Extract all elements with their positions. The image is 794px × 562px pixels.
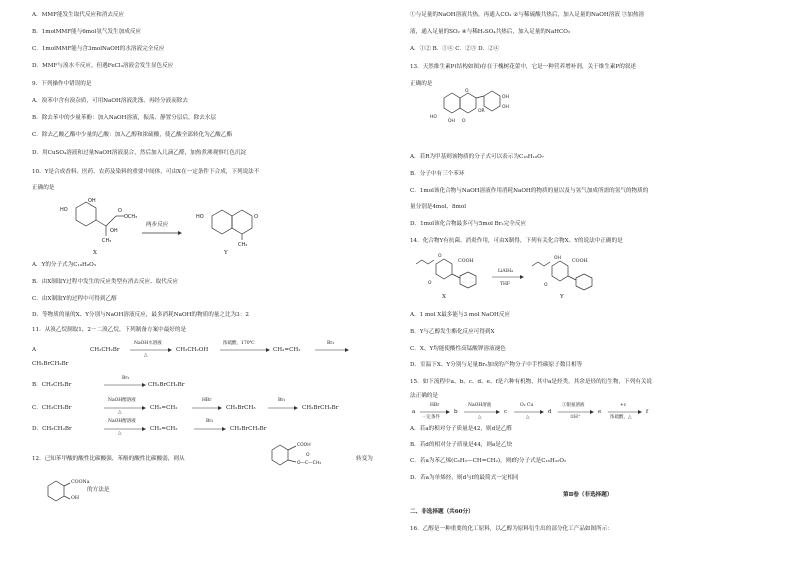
svg-text:HO: HO [196, 214, 204, 220]
q11-d-cond1: NaOH醇溶液 [108, 419, 136, 424]
svg-text:COOH: COOH [297, 443, 311, 448]
svg-text:OH: OH [502, 105, 509, 110]
q11-d-reactant: D．CH₃CH₂Br [32, 426, 72, 432]
svg-text:HO: HO [60, 207, 68, 213]
q15-flow-d: d [548, 409, 552, 415]
svg-text:O: O [462, 119, 466, 124]
q13-stem-cont: 正确的是 [410, 81, 433, 87]
q11-a-mid1: CH₃CH₂OH [176, 347, 209, 353]
q11-a-cond1: NaOH水溶液 [134, 341, 162, 346]
svg-text:OH: OH [554, 256, 561, 261]
svg-text:OCH₃: OCH₃ [124, 214, 138, 220]
svg-text:OR: OR [478, 109, 485, 114]
q14-reaction-arrow [492, 274, 524, 280]
q12-oh: OH [71, 496, 80, 501]
q15-flow-cond1b: 一定条件 [422, 415, 440, 420]
q11-a-arrow2 [220, 347, 270, 353]
q15-flow-cond3: O₂ Cu [520, 403, 534, 408]
q11-d-arrow1 [104, 426, 146, 432]
svg-text:CH₃: CH₃ [238, 242, 248, 248]
q15-flow-arrow2 [464, 409, 500, 415]
q15-stem-cont: 法正确的是 [410, 393, 438, 399]
q9-option-a: A．溴苯中含有溴杂质，可用NaOH溶液洗涤，再经分液而除去 [32, 98, 188, 104]
left-column [30, 0, 415, 562]
q15-flow-a: a [412, 409, 416, 415]
q10-structure-x [58, 198, 148, 246]
q11-b-reactant: B．CH₃CH₂Br [32, 382, 72, 388]
q11-c-cond1: NaOH醇溶液 [108, 398, 136, 403]
q9-stem: 9．下列操作中错误的是 [32, 81, 92, 87]
q12-stem-cont: 转变为 [356, 456, 373, 462]
q14-y-cooh: COOH [572, 259, 588, 264]
q12-structure-start [266, 440, 358, 470]
q11-c-cond3: Br₂ [278, 398, 286, 403]
q8-option-a: A．MMF能发生取代反应和消去反应 [32, 12, 125, 18]
q12-methods-line2: 液，通入足量的SO₂ ④与稀H₂SO₄共热后，加入足量的NaHCO₃ [410, 29, 571, 35]
q15-flow-cond2b: △ [478, 415, 482, 420]
svg-text:OH: OH [88, 198, 96, 204]
q12-stem: 12．已知苯甲酸的酸性比碳酸强，苯酚的酸性比碳酸弱，则从 [32, 456, 185, 462]
q10-option-b: B．由X制取Y过程中发生的反应类型有消去反应、取代反应 [32, 279, 179, 285]
q13-stem: 13．天然维生素P(结构如图)存在于槐树花蕾中，它是一种营养增补剂，关于维生素P的叙述 [410, 64, 636, 70]
svg-text:O: O [438, 254, 442, 259]
q13-structure [430, 88, 530, 130]
svg-text:O: O [118, 208, 122, 214]
svg-text:OH: OH [448, 119, 455, 124]
q14-label-x: X [442, 294, 446, 300]
q11-a-label: A [32, 347, 37, 353]
q13-option-a: A．若R为甲基则该物质的分子式可以表示为C₁₆H₁₀O₇ [410, 154, 544, 160]
q15-option-d: D．若a为单烯烃，则d与f的最简式一定相同 [410, 475, 519, 481]
q11-c-arrow3 [268, 405, 298, 411]
q11-c-cond1b: △ [118, 410, 122, 415]
q8-option-b: B．1molMMF能与6mol氢气发生加成反应 [32, 29, 142, 35]
q10-arrow-label: 两步反应 [146, 222, 169, 228]
q14-label-y: Y [560, 294, 564, 300]
svg-text:O—C—CH₃: O—C—CH₃ [297, 461, 322, 466]
q11-a-cond1b: △ [144, 353, 148, 358]
q10-stem: 10．Y是合成香料、医药、农药及染料的重要中间体，可由X在一定条件下合成，下列说法不 [32, 169, 260, 175]
q15-flow-f: f [646, 409, 649, 415]
q11-d-cond2: Br₂ [206, 419, 214, 424]
q15-flow-cond5: +c [620, 403, 627, 408]
q14-reagent-top: LiAlH₄ [498, 269, 513, 274]
q16-stem: 16．乙醇是一种重要的化工原料，以乙醇为原料衍生出的部分化工产品如图所示： [410, 526, 613, 532]
q11-a-product: CH₂BrCH₂Br [32, 361, 69, 367]
q15-option-a: A．若a的相对分子质量是42，则d是乙醛 [410, 426, 512, 432]
q15-flow-cond1: HBr [430, 403, 440, 408]
q11-d-product: CH₂BrCH₂Br [230, 426, 267, 432]
part2-title: 第Ⅱ卷（非选择题） [563, 492, 613, 498]
q9-option-d: D．用CuSO₄溶液和过量NaOH溶液混合，然后加入几滴乙醛，加热煮沸观察红色沉淀 [32, 150, 247, 156]
q12-options: A．①② B．①④ C．②③ D．②④ [410, 46, 500, 52]
q13-option-c: C．1mol该化合物与NaOH溶液作用消耗NaOH的物质的量以及与氢气加成所需的氢气的物质的 [410, 188, 649, 194]
q13-option-d: D．1mol该化合物最多可与5mol Br₂完全反应 [410, 221, 527, 227]
q11-c-arrow2 [192, 405, 222, 411]
q14-structure-y [530, 252, 602, 292]
q11-b-arrow [104, 382, 146, 388]
right-column [408, 0, 793, 562]
q11-d-arrow2 [194, 426, 226, 432]
q8-option-c: C．1molMMF能与含3molNaOH的水溶液完全反应 [32, 46, 165, 52]
q15-flow-e: e [598, 409, 602, 415]
q11-c-product: CH₂BrCH₂Br [302, 405, 339, 411]
svg-text:O: O [544, 283, 548, 288]
q11-c-mid1: CH₂=CH₂ [150, 405, 178, 411]
q15-stem: 15．如下流程中a、b、c、d、e、f是六种有机物，其中a是烃类，其余是烃的衍生物，下列有关说 [410, 379, 653, 385]
q15-flow-cond4: ①银氨溶液 [562, 403, 585, 408]
q13-option-c-cont: 量分别是4mol、8mol [410, 204, 467, 210]
q11-b-product: CH₂BrCH₂Br [148, 382, 185, 388]
q10-stem-cont: 正确的是 [32, 185, 55, 191]
svg-text:OH: OH [110, 228, 118, 234]
q11-stem: 11．从溴乙烷制取1，2－二溴乙烷，下列制备方案中最好的是 [32, 327, 187, 333]
q15-flow-cond4b: ②H⁺ [570, 415, 581, 420]
q14-x-cooh: COOH [458, 259, 474, 264]
q11-d-mid: CH₂=CH₂ [150, 426, 178, 432]
q14-stem: 14．化合物Y有抗菌、消炎作用，可由X制得，下列有关化合物X、Y的说法中正确的是 [410, 238, 623, 244]
q11-a-arrow3 [315, 347, 349, 353]
q11-a-arrow1 [130, 347, 172, 353]
q12-coona: COONa [71, 480, 90, 485]
q12-methods-line1: ①与足量的NaOH溶液共热，再通入CO₂ ②与稀硫酸共热后，加入足量的NaOH溶液 ③加热溶 [410, 12, 645, 18]
svg-text:O: O [465, 89, 469, 94]
q11-b-cond: Br₂ [122, 376, 130, 381]
svg-text:CH₃: CH₃ [102, 238, 112, 244]
q11-a-cond2: 浓硫酸，170℃ [223, 341, 255, 346]
q11-a-reactant: CH₃CH₂Br [90, 347, 120, 353]
q10-option-d: D．等物质的量的X、Y分别与NaOH溶液反应，最多消耗NaOH的物质的量之比为3：2 [32, 312, 249, 318]
q10-label-x: X [93, 250, 97, 256]
q9-option-b: B．除去苯中的少量苯酚：加入NaOH溶液，振荡、静置分层后，除去水层 [32, 115, 217, 121]
q14-option-b: B．Y与乙醇发生酯化反应可得到X [410, 329, 495, 335]
q10-label-y: Y [224, 250, 228, 256]
q11-c-mid2: CH₂BrCH₃ [226, 405, 256, 411]
q11-c-cond2: HBr [202, 398, 212, 403]
q15-flow-b: b [454, 409, 458, 415]
q14-option-d: D．室温下X、Y分别与足量Br₂加成的产物分子中手性碳原子数目相等 [410, 362, 583, 368]
q14-option-c: C．X、Y均能使酸性高锰酸钾溶液褪色 [410, 346, 506, 352]
q11-a-cond3: Br₂ [327, 341, 335, 346]
q10-structure-y [196, 208, 266, 248]
q15-flow-cond2: NaOH溶液 [468, 403, 492, 408]
q12-tail: 的方法是 [87, 487, 110, 493]
q8-option-d: D．MMF与溴水不反应，但遇FeCl₃溶液会发生显色反应 [32, 63, 174, 69]
q14-option-a: A．1 mol X最多能与3 mol NaOH反应 [410, 312, 511, 318]
q11-a-mid2: CH₂=CH₂ [273, 347, 301, 353]
q11-c-reactant: C．CH₃CH₂Br [32, 405, 72, 411]
svg-text:O: O [254, 214, 258, 220]
q11-d-cond1b: △ [118, 431, 122, 436]
q15-option-b: B．若d的相对分子质量是44，则a是乙炔 [410, 442, 513, 448]
q11-c-arrow1 [104, 405, 146, 411]
q15-flow-cond3b: △ [526, 415, 530, 420]
q14-structure-x [414, 250, 486, 290]
q9-option-c: C．除去乙酸乙酯中少量的乙酸：加入乙醇和浓硫酸，使乙酸全部转化为乙酸乙酯 [32, 132, 233, 138]
svg-text:HO: HO [430, 115, 437, 120]
q10-reaction-arrow [142, 230, 182, 236]
q10-option-c: C．由X制取Y的过程中可得到乙醇 [32, 296, 117, 302]
q14-reagent-bottom: THF [500, 282, 511, 287]
svg-text:OH: OH [502, 95, 509, 100]
q10-option-a: A．Y的分子式为C₁₀H₈O₃ [32, 262, 97, 268]
svg-text:O: O [306, 453, 310, 458]
q15-flow-c: c [504, 409, 508, 415]
q15-option-c: C．若a为苯乙烯(C₆H₅—CH=CH₂)，则f的分子式是C₁₆H₃₂O₂ [410, 458, 567, 464]
section2-title: 二、非选择题（共60分） [410, 509, 474, 515]
q15-flow-cond5b: 浓硫酸，△ [610, 415, 632, 420]
svg-text:O: O [428, 281, 432, 286]
q13-option-b: B．分子中有三个苯环 [410, 171, 465, 177]
